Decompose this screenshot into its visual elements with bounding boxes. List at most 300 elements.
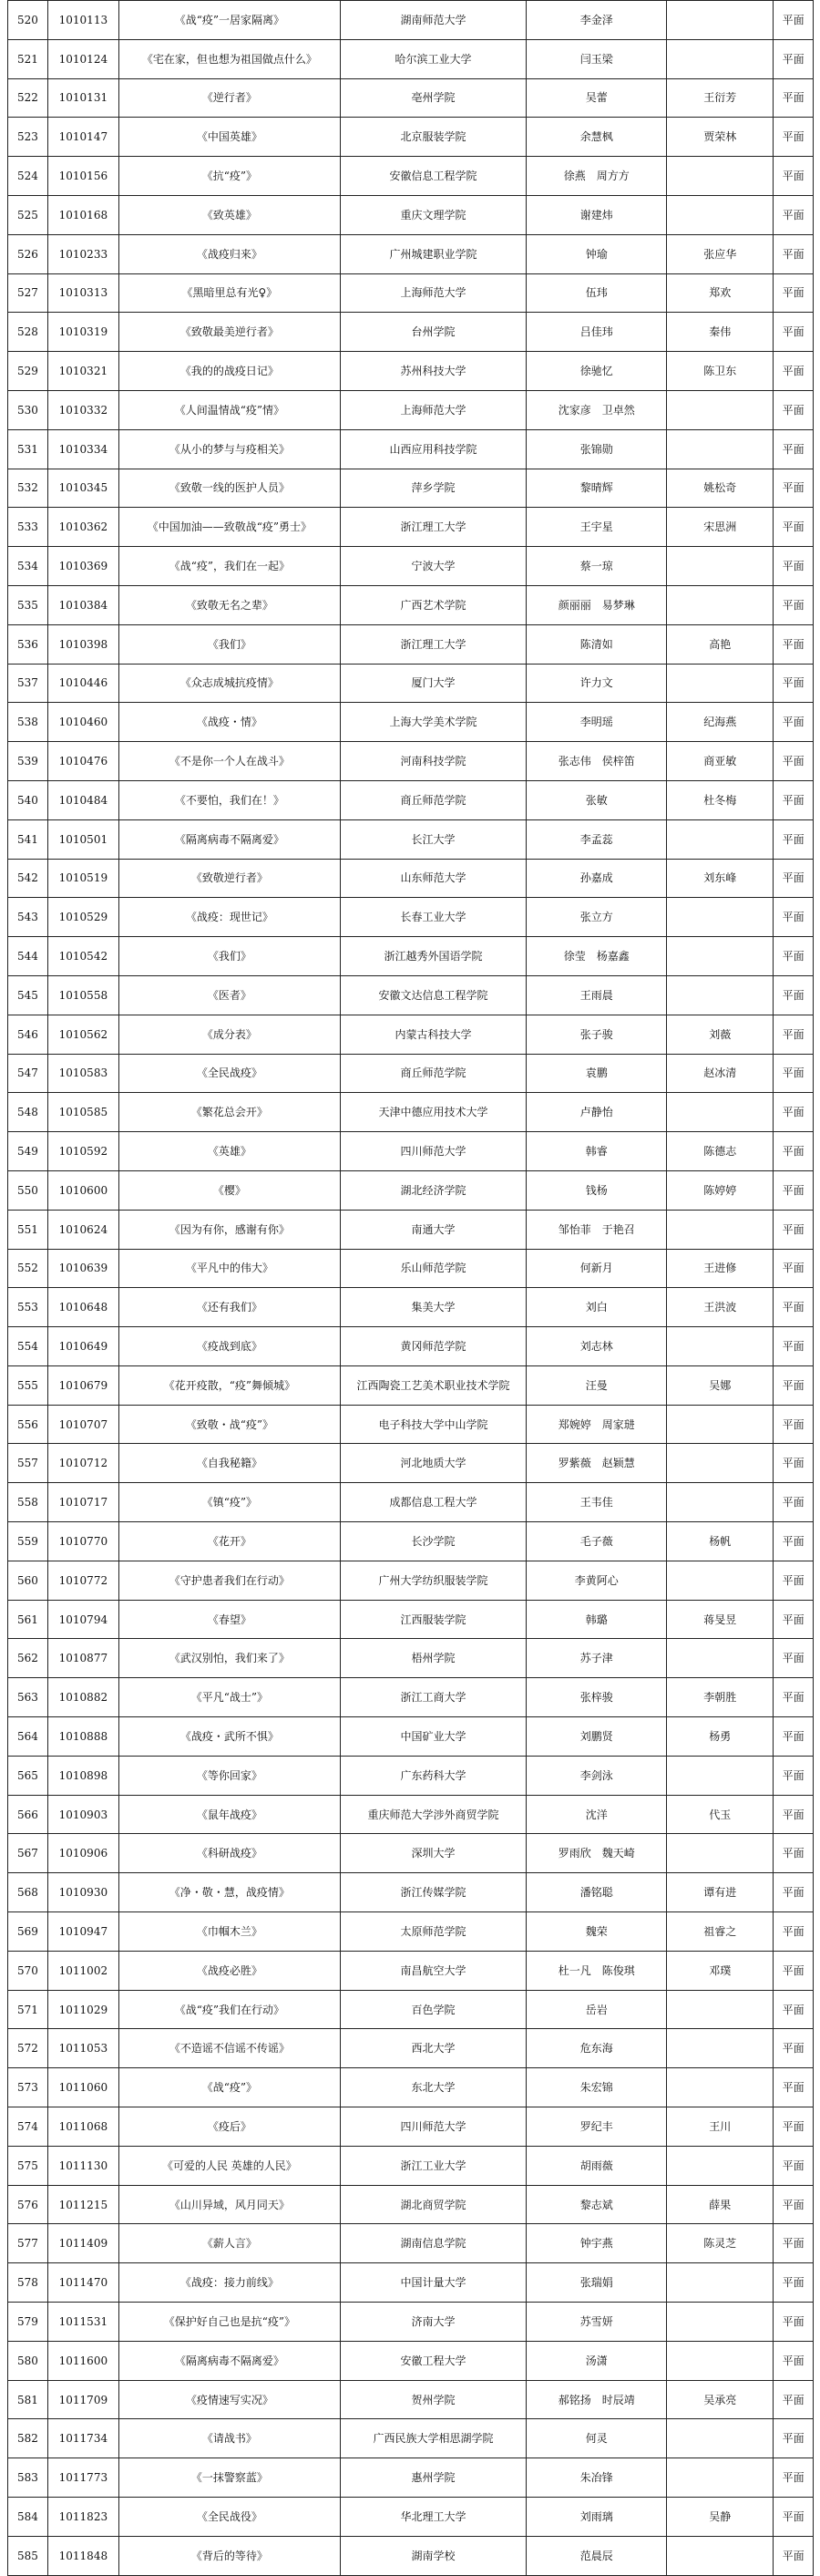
table-row <box>8 898 814 937</box>
school-cell: 安徽文达信息工程学院 <box>340 975 526 1015</box>
advisor-cell <box>667 975 774 1015</box>
table-row <box>8 1 814 40</box>
category-cell: 平面 <box>774 1405 814 1444</box>
category-cell: 平面 <box>774 78 814 118</box>
entry-id-cell: 1011215 <box>47 2185 118 2224</box>
category-cell: 平面 <box>774 1951 814 1990</box>
work-title-cell: 《战“疫”一居家隔离》 <box>118 1 340 40</box>
category-cell: 平面 <box>774 937 814 976</box>
advisor-cell <box>667 1561 774 1600</box>
category-cell: 平面 <box>774 2185 814 2224</box>
table-row <box>8 624 814 664</box>
work-title-cell: 《花开疫散，“疫”舞倾城》 <box>118 1365 340 1405</box>
advisor-cell <box>667 898 774 937</box>
table-row <box>8 1717 814 1757</box>
entry-id-cell: 1011409 <box>47 2224 118 2263</box>
entry-id-cell: 1010156 <box>47 157 118 196</box>
entry-id-cell: 1010313 <box>47 273 118 313</box>
school-cell: 东北大学 <box>340 2068 526 2107</box>
advisor-cell: 王进修 <box>667 1249 774 1288</box>
school-cell: 浙江越秀外国语学院 <box>340 937 526 976</box>
work-title-cell: 《春望》 <box>118 1600 340 1639</box>
category-cell: 平面 <box>774 1561 814 1600</box>
authors-cell: 徐燕 周方方 <box>527 157 667 196</box>
entry-id-cell: 1010592 <box>47 1132 118 1171</box>
table-row <box>8 2029 814 2068</box>
school-cell: 湖北商贸学院 <box>340 2185 526 2224</box>
category-cell: 平面 <box>774 1132 814 1171</box>
advisor-cell <box>667 39 774 78</box>
row-number-cell: 565 <box>8 1756 48 1795</box>
category-cell: 平面 <box>774 1834 814 1873</box>
authors-cell: 何灵 <box>527 2419 667 2458</box>
table-row <box>8 1756 814 1795</box>
school-cell: 河北地质大学 <box>340 1444 526 1483</box>
row-number-cell: 543 <box>8 898 48 937</box>
category-cell: 平面 <box>774 2303 814 2342</box>
work-title-cell: 《中国加油——致敬战“疫”勇士》 <box>118 508 340 547</box>
entry-id-cell: 1011060 <box>47 2068 118 2107</box>
table-row <box>8 937 814 976</box>
work-title-cell: 《樱》 <box>118 1170 340 1210</box>
authors-cell: 罗纪丰 <box>527 2107 667 2147</box>
row-number-cell: 564 <box>8 1717 48 1757</box>
table-row <box>8 1210 814 1249</box>
row-number-cell: 548 <box>8 1093 48 1132</box>
advisor-cell <box>667 2029 774 2068</box>
school-cell: 湖北经济学院 <box>340 1170 526 1210</box>
entry-id-cell: 1010384 <box>47 585 118 624</box>
entry-id-cell: 1010712 <box>47 1444 118 1483</box>
school-cell: 山东师范大学 <box>340 859 526 898</box>
authors-cell: 许力文 <box>527 664 667 703</box>
advisor-cell: 赵冰清 <box>667 1054 774 1093</box>
authors-cell: 卢静怡 <box>527 1093 667 1132</box>
table-row <box>8 352 814 391</box>
entry-id-cell: 1011600 <box>47 2341 118 2380</box>
work-title-cell: 《巾帼木兰》 <box>118 1912 340 1952</box>
category-cell: 平面 <box>774 429 814 469</box>
advisor-cell <box>667 1093 774 1132</box>
row-number-cell: 552 <box>8 1249 48 1288</box>
work-title-cell: 《保护好自己也是抗“疫”》 <box>118 2303 340 2342</box>
table-row <box>8 1678 814 1717</box>
table-row <box>8 78 814 118</box>
authors-cell: 沈洋 <box>527 1795 667 1834</box>
table-row <box>8 157 814 196</box>
row-number-cell: 566 <box>8 1795 48 1834</box>
table-row <box>8 975 814 1015</box>
entry-id-cell: 1010332 <box>47 390 118 429</box>
advisor-cell: 薛果 <box>667 2185 774 2224</box>
entry-id-cell: 1010770 <box>47 1522 118 1561</box>
table-row <box>8 1795 814 1834</box>
advisor-cell <box>667 937 774 976</box>
category-cell: 平面 <box>774 1444 814 1483</box>
authors-cell: 张锦勋 <box>527 429 667 469</box>
work-title-cell: 《山川异域，风月同天》 <box>118 2185 340 2224</box>
entry-id-cell: 1010321 <box>47 352 118 391</box>
advisor-cell <box>667 1444 774 1483</box>
category-cell: 平面 <box>774 2458 814 2498</box>
authors-cell: 余慧枫 <box>527 118 667 157</box>
category-cell: 平面 <box>774 898 814 937</box>
table-row <box>8 1444 814 1483</box>
entry-id-cell: 1010398 <box>47 624 118 664</box>
authors-cell: 黎志斌 <box>527 2185 667 2224</box>
work-title-cell: 《净・敬・慧，战疫情》 <box>118 1873 340 1912</box>
category-cell: 平面 <box>774 1015 814 1054</box>
advisor-cell <box>667 1834 774 1873</box>
authors-cell: 胡雨薇 <box>527 2146 667 2185</box>
authors-cell: 张梓骏 <box>527 1678 667 1717</box>
row-number-cell: 574 <box>8 2107 48 2147</box>
row-number-cell: 557 <box>8 1444 48 1483</box>
advisor-cell: 高艳 <box>667 624 774 664</box>
school-cell: 乐山师范学院 <box>340 1249 526 1288</box>
row-number-cell: 532 <box>8 469 48 508</box>
work-title-cell: 《守护患者我们在行动》 <box>118 1561 340 1600</box>
row-number-cell: 538 <box>8 703 48 742</box>
entry-id-cell: 1011130 <box>47 2146 118 2185</box>
authors-cell: 毛子薇 <box>527 1522 667 1561</box>
row-number-cell: 561 <box>8 1600 48 1639</box>
authors-cell: 徐驰忆 <box>527 352 667 391</box>
advisor-cell: 吴承亮 <box>667 2380 774 2419</box>
table-row <box>8 1054 814 1093</box>
entry-id-cell: 1010794 <box>47 1600 118 1639</box>
entry-id-cell: 1010542 <box>47 937 118 976</box>
category-cell: 平面 <box>774 819 814 859</box>
row-number-cell: 541 <box>8 819 48 859</box>
row-number-cell: 542 <box>8 859 48 898</box>
row-number-cell: 530 <box>8 390 48 429</box>
entry-id-cell: 1011029 <box>47 1990 118 2029</box>
work-title-cell: 《致敬最美逆行者》 <box>118 313 340 352</box>
authors-cell: 张志伟 侯梓笛 <box>527 742 667 781</box>
work-title-cell: 《武汉别怕，我们来了》 <box>118 1639 340 1678</box>
work-title-cell: 《我的的战疫日记》 <box>118 352 340 391</box>
row-number-cell: 580 <box>8 2341 48 2380</box>
entry-id-cell: 1010717 <box>47 1483 118 1522</box>
entry-id-cell: 1010772 <box>47 1561 118 1600</box>
row-number-cell: 547 <box>8 1054 48 1093</box>
entry-id-cell: 1011848 <box>47 2536 118 2575</box>
authors-cell: 张子骏 <box>527 1015 667 1054</box>
advisor-cell: 纪海燕 <box>667 703 774 742</box>
row-number-cell: 559 <box>8 1522 48 1561</box>
advisor-cell: 陈卫东 <box>667 352 774 391</box>
entry-id-cell: 1010113 <box>47 1 118 40</box>
row-number-cell: 537 <box>8 664 48 703</box>
table-row <box>8 273 814 313</box>
category-cell: 平面 <box>774 1093 814 1132</box>
category-cell: 平面 <box>774 313 814 352</box>
advisor-cell: 陈德志 <box>667 1132 774 1171</box>
school-cell: 广州大学纺织服装学院 <box>340 1561 526 1600</box>
advisor-cell <box>667 157 774 196</box>
school-cell: 安徽工程大学 <box>340 2341 526 2380</box>
table-row <box>8 2185 814 2224</box>
row-number-cell: 563 <box>8 1678 48 1717</box>
authors-cell: 陈清如 <box>527 624 667 664</box>
table-row <box>8 2341 814 2380</box>
table-row <box>8 585 814 624</box>
entry-id-cell: 1010484 <box>47 780 118 819</box>
authors-cell: 张立方 <box>527 898 667 937</box>
entry-id-cell: 1010583 <box>47 1054 118 1093</box>
school-cell: 河南科技学院 <box>340 742 526 781</box>
row-number-cell: 582 <box>8 2419 48 2458</box>
work-title-cell: 《战疫・武所不惧》 <box>118 1717 340 1757</box>
row-number-cell: 556 <box>8 1405 48 1444</box>
school-cell: 长江大学 <box>340 819 526 859</box>
entry-id-cell: 1010501 <box>47 819 118 859</box>
work-title-cell: 《成分表》 <box>118 1015 340 1054</box>
advisor-cell: 杜冬梅 <box>667 780 774 819</box>
work-title-cell: 《花开》 <box>118 1522 340 1561</box>
table-row <box>8 2419 814 2458</box>
school-cell: 上海师范大学 <box>340 390 526 429</box>
category-cell: 平面 <box>774 2341 814 2380</box>
work-title-cell: 《众志成城抗疫情》 <box>118 664 340 703</box>
category-cell: 平面 <box>774 1 814 40</box>
entry-id-cell: 1010460 <box>47 703 118 742</box>
table-row <box>8 2107 814 2147</box>
table-row <box>8 469 814 508</box>
table-row <box>8 1639 814 1678</box>
work-title-cell: 《致英雄》 <box>118 195 340 234</box>
row-number-cell: 539 <box>8 742 48 781</box>
entry-id-cell: 1010888 <box>47 1717 118 1757</box>
work-title-cell: 《致敬无名之辈》 <box>118 585 340 624</box>
advisor-cell <box>667 1639 774 1678</box>
authors-cell: 张敏 <box>527 780 667 819</box>
authors-cell: 何新月 <box>527 1249 667 1288</box>
advisor-cell <box>667 547 774 586</box>
awards-table <box>7 0 814 2576</box>
authors-cell: 吴蕾 <box>527 78 667 118</box>
category-cell: 平面 <box>774 195 814 234</box>
row-number-cell: 558 <box>8 1483 48 1522</box>
work-title-cell: 《中国英雄》 <box>118 118 340 157</box>
category-cell: 平面 <box>774 469 814 508</box>
advisor-cell: 宋思洲 <box>667 508 774 547</box>
row-number-cell: 521 <box>8 39 48 78</box>
authors-cell: 刘鹏贤 <box>527 1717 667 1757</box>
entry-id-cell: 1010877 <box>47 1639 118 1678</box>
work-title-cell: 《平凡“战士”》 <box>118 1678 340 1717</box>
category-cell: 平面 <box>774 624 814 664</box>
table-row <box>8 195 814 234</box>
authors-cell: 谢建炜 <box>527 195 667 234</box>
row-number-cell: 581 <box>8 2380 48 2419</box>
entry-id-cell: 1010362 <box>47 508 118 547</box>
category-cell: 平面 <box>774 975 814 1015</box>
advisor-cell: 刘薇 <box>667 1015 774 1054</box>
entry-id-cell: 1010648 <box>47 1288 118 1327</box>
advisor-cell <box>667 390 774 429</box>
school-cell: 北京服装学院 <box>340 118 526 157</box>
entry-id-cell: 1010476 <box>47 742 118 781</box>
category-cell: 平面 <box>774 508 814 547</box>
table-row <box>8 2458 814 2498</box>
category-cell: 平面 <box>774 1600 814 1639</box>
advisor-cell: 李朝胜 <box>667 1678 774 1717</box>
authors-cell: 李金泽 <box>527 1 667 40</box>
advisor-cell <box>667 819 774 859</box>
category-cell: 平面 <box>774 2146 814 2185</box>
school-cell: 华北理工大学 <box>340 2498 526 2537</box>
school-cell: 台州学院 <box>340 313 526 352</box>
work-title-cell: 《我们》 <box>118 937 340 976</box>
category-cell: 平面 <box>774 1327 814 1366</box>
advisor-cell <box>667 1 774 40</box>
row-number-cell: 578 <box>8 2263 48 2303</box>
advisor-cell <box>667 2341 774 2380</box>
authors-cell: 王韦佳 <box>527 1483 667 1522</box>
authors-cell: 蔡一琼 <box>527 547 667 586</box>
category-cell: 平面 <box>774 703 814 742</box>
school-cell: 西北大学 <box>340 2029 526 2068</box>
entry-id-cell: 1010168 <box>47 195 118 234</box>
advisor-cell: 谭有进 <box>667 1873 774 1912</box>
school-cell: 广西民族大学相思湖学院 <box>340 2419 526 2458</box>
advisor-cell <box>667 2458 774 2498</box>
row-number-cell: 531 <box>8 429 48 469</box>
category-cell: 平面 <box>774 2536 814 2575</box>
work-title-cell: 《背后的等待》 <box>118 2536 340 2575</box>
work-title-cell: 《致敬・战“疫”》 <box>118 1405 340 1444</box>
category-cell: 平面 <box>774 1170 814 1210</box>
category-cell: 平面 <box>774 2029 814 2068</box>
advisor-cell: 吴娜 <box>667 1365 774 1405</box>
table-row <box>8 2068 814 2107</box>
row-number-cell: 540 <box>8 780 48 819</box>
row-number-cell: 567 <box>8 1834 48 1873</box>
school-cell: 江西服装学院 <box>340 1600 526 1639</box>
advisor-cell <box>667 585 774 624</box>
authors-cell: 危东海 <box>527 2029 667 2068</box>
entry-id-cell: 1010649 <box>47 1327 118 1366</box>
entry-id-cell: 1010519 <box>47 859 118 898</box>
entry-id-cell: 1010558 <box>47 975 118 1015</box>
work-title-cell: 《致敬一线的医护人员》 <box>118 469 340 508</box>
category-cell: 平面 <box>774 390 814 429</box>
entry-id-cell: 1010639 <box>47 1249 118 1288</box>
category-cell: 平面 <box>774 1522 814 1561</box>
category-cell: 平面 <box>774 547 814 586</box>
school-cell: 长春工业大学 <box>340 898 526 937</box>
authors-cell: 汤潇 <box>527 2341 667 2380</box>
row-number-cell: 568 <box>8 1873 48 1912</box>
school-cell: 中国矿业大学 <box>340 1717 526 1757</box>
advisor-cell <box>667 2263 774 2303</box>
authors-cell: 李明瑶 <box>527 703 667 742</box>
category-cell: 平面 <box>774 2498 814 2537</box>
work-title-cell: 《全民战疫》 <box>118 1054 340 1093</box>
table-row <box>8 2224 814 2263</box>
authors-cell: 王雨晨 <box>527 975 667 1015</box>
work-title-cell: 《我们》 <box>118 624 340 664</box>
advisor-cell: 姚松奇 <box>667 469 774 508</box>
row-number-cell: 575 <box>8 2146 48 2185</box>
advisor-cell <box>667 1990 774 2029</box>
table-row <box>8 508 814 547</box>
row-number-cell: 520 <box>8 1 48 40</box>
row-number-cell: 570 <box>8 1951 48 1990</box>
advisor-cell: 贾荣林 <box>667 118 774 157</box>
category-cell: 平面 <box>774 1795 814 1834</box>
authors-cell: 钟瑜 <box>527 234 667 273</box>
table-row <box>8 1249 814 1288</box>
authors-cell: 王宇星 <box>527 508 667 547</box>
table-row <box>8 547 814 586</box>
entry-id-cell: 1010624 <box>47 1210 118 1249</box>
advisor-cell: 蒋旻昱 <box>667 1600 774 1639</box>
entry-id-cell: 1010562 <box>47 1015 118 1054</box>
school-cell: 山西应用科技学院 <box>340 429 526 469</box>
school-cell: 惠州学院 <box>340 2458 526 2498</box>
table-row <box>8 1288 814 1327</box>
work-title-cell: 《从小的梦与与疫相关》 <box>118 429 340 469</box>
school-cell: 上海大学美术学院 <box>340 703 526 742</box>
work-title-cell: 《战疫：现世记》 <box>118 898 340 937</box>
school-cell: 萍乡学院 <box>340 469 526 508</box>
authors-cell: 钟宇燕 <box>527 2224 667 2263</box>
school-cell: 电子科技大学中山学院 <box>340 1405 526 1444</box>
work-title-cell: 《不造谣不信谣不传谣》 <box>118 2029 340 2068</box>
school-cell: 太原师范学院 <box>340 1912 526 1952</box>
work-title-cell: 《战疫归来》 <box>118 234 340 273</box>
work-title-cell: 《等你回家》 <box>118 1756 340 1795</box>
advisor-cell <box>667 1405 774 1444</box>
advisor-cell <box>667 2536 774 2575</box>
work-title-cell: 《不是你一个人在战斗》 <box>118 742 340 781</box>
category-cell: 平面 <box>774 1717 814 1757</box>
work-title-cell: 《医者》 <box>118 975 340 1015</box>
school-cell: 哈尔滨工业大学 <box>340 39 526 78</box>
school-cell: 厦门大学 <box>340 664 526 703</box>
authors-cell: 李黄阿心 <box>527 1561 667 1600</box>
row-number-cell: 549 <box>8 1132 48 1171</box>
school-cell: 浙江工商大学 <box>340 1678 526 1717</box>
entry-id-cell: 1010233 <box>47 234 118 273</box>
table-row <box>8 1327 814 1366</box>
table-row <box>8 1951 814 1990</box>
category-cell: 平面 <box>774 1288 814 1327</box>
school-cell: 重庆文理学院 <box>340 195 526 234</box>
row-number-cell: 579 <box>8 2303 48 2342</box>
school-cell: 深圳大学 <box>340 1834 526 1873</box>
authors-cell: 岳岩 <box>527 1990 667 2029</box>
work-title-cell: 《不要怕，我们在！》 <box>118 780 340 819</box>
work-title-cell: 《平凡中的伟大》 <box>118 1249 340 1288</box>
school-cell: 商丘师范学院 <box>340 780 526 819</box>
authors-cell: 范晨辰 <box>527 2536 667 2575</box>
table-row <box>8 1600 814 1639</box>
school-cell: 苏州科技大学 <box>340 352 526 391</box>
advisor-cell <box>667 1210 774 1249</box>
school-cell: 中国计量大学 <box>340 2263 526 2303</box>
row-number-cell: 562 <box>8 1639 48 1678</box>
row-number-cell: 572 <box>8 2029 48 2068</box>
row-number-cell: 534 <box>8 547 48 586</box>
school-cell: 南昌航空大学 <box>340 1951 526 1990</box>
table-row <box>8 1365 814 1405</box>
category-cell: 平面 <box>774 118 814 157</box>
school-cell: 四川师范大学 <box>340 1132 526 1171</box>
